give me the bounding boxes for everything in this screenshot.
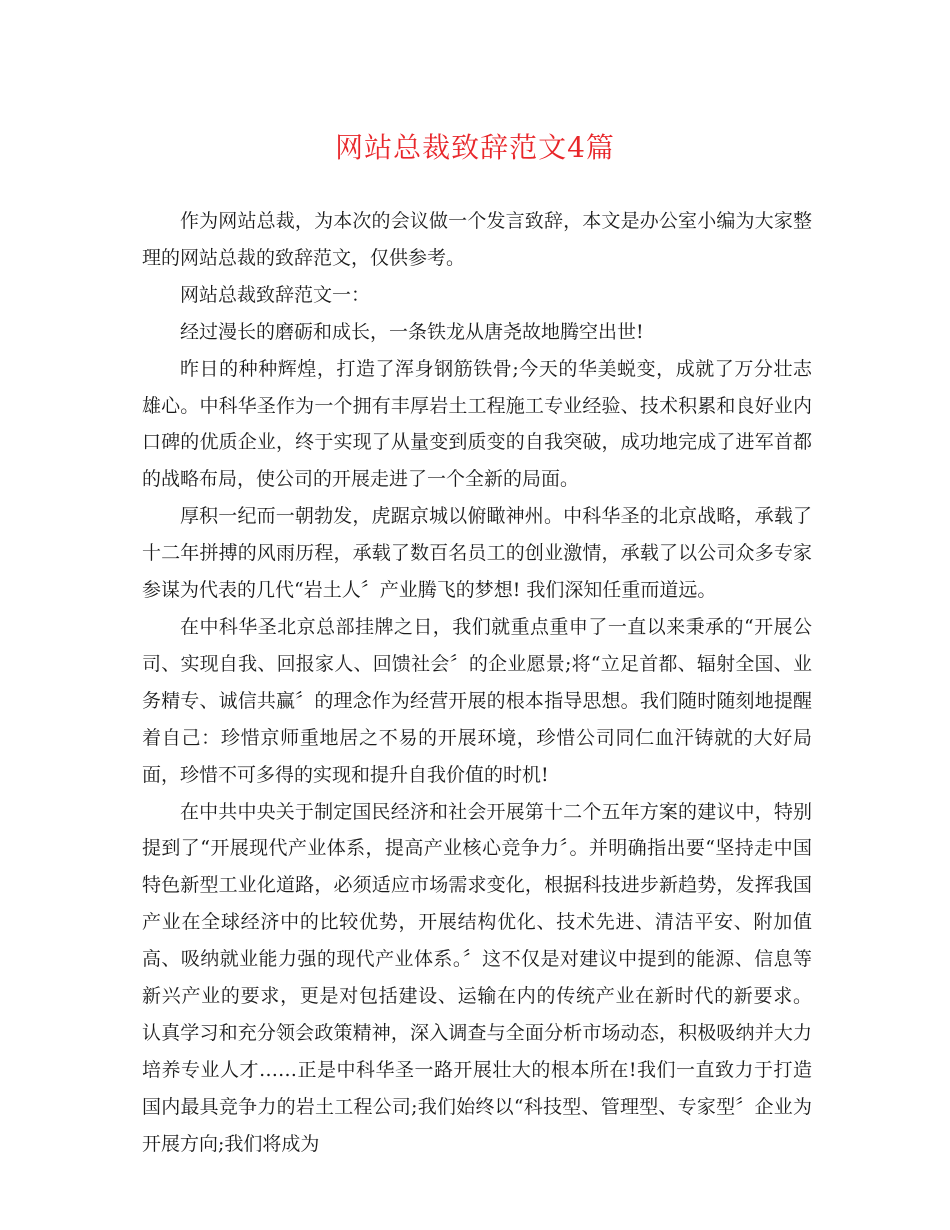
paragraph: 经过漫长的磨砺和成长，一条铁龙从唐尧故地腾空出世!	[180, 320, 644, 343]
paragraph: 在中科华圣北京总部挂牌之日，我们就重点重申了一直以来秉承的“开展公司、实现自我、回报家人、回馈社会〞的企业愿景;将“立足首都、辐射全国、业务精专、诚信共赢〞的理念作为经营开展的根本指导思想。我们随时随刻地提醒着自己：珍惜京师重地居之不易的开展环境，珍惜公司同仁血汗铸就的大好局面，珍惜不可多得的实现和提升自我价值的时机!	[142, 615, 812, 786]
paragraph-intro: 作为网站总裁，为本次的会议做一个发言致辞，本文是办公室小编为大家整理的网站总裁的致辞范文，仅供参考。	[142, 210, 812, 269]
paragraph: 昨日的种种辉煌，打造了浑身钢筋铁骨;今天的华美蜕变，成就了万分壮志雄心。中科华圣作为一个拥有丰厚岩土工程施工专业经验、技术积累和良好业内口碑的优质企业，终于实现了从量变到质变的自我突破，成功地完成了进军首都的战略布局，使公司的开展走进了一个全新的局面。	[142, 357, 812, 491]
paragraph: 厚积一纪而一朝勃发，虎踞京城以俯瞰神州。中科华圣的北京战略，承载了十二年拼搏的风雨历程，承载了数百名员工的创业激情，承载了以公司众多专家参谋为代表的几代“岩土人〞产业腾飞的梦想! 我们深知任重而道远。	[142, 505, 812, 602]
paragraph-section-heading: 网站总裁致辞范文一：	[180, 283, 371, 306]
paragraph: 在中共中央关于制定国民经济和社会开展第十二个五年方案的建议中，特别提到了“开展现代产业体系，提高产业核心竞争力〞。并明确指出要“坚持走中国特色新型工业化道路，必须适应市场需求变化，根据科技进步新趋势，发挥我国产业在全球经济中的比较优势，开展结构优化、技术先进、清洁平安、附加值高、吸纳就业能力强的现代产业体系。〞这不仅是对建议中提到的能源、信息等新兴产业的要求，更是对包括建设、运输在内的传统产业在新时代的新要求。 认真学习和充分领会政策精神，深入调查与全面分析市场动态，积极吸纳并大力培养专业人才……正是中科华圣一路开展壮大的根本所在!我们一直致力于打造国内最具竞争力的岩土工程公司;我们始终以“科技型、管理型、专家型〞企业为开展方向;我们将成为	[142, 800, 812, 1155]
document-body	[142, 203, 812, 1163]
document-title: 网站总裁致辞范文4篇	[335, 131, 615, 164]
